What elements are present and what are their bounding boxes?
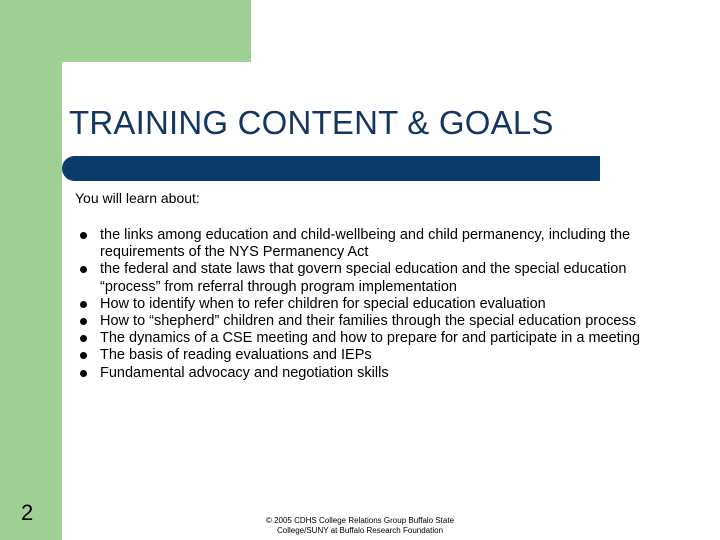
bullet-dot-icon [80, 335, 87, 342]
bullet-item [80, 261, 670, 295]
footer-line-2: College/SUNY at Buffalo Research Foundation [276, 526, 444, 535]
bullet-dot-icon [80, 352, 87, 359]
bullet-text: How to identify when to refer children for special education evaluation [100, 295, 546, 312]
bullet-text: the federal and state laws that govern special education and the special education “process” from referral through program implementation [100, 261, 627, 295]
bullet-dot-icon [80, 232, 87, 239]
intro-text: You will learn about: [75, 190, 200, 206]
bullet-text: Fundamental advocacy and negotiation skills [100, 364, 389, 381]
bullet-item [80, 296, 670, 313]
slide-number: 2 [21, 500, 34, 525]
bullet-item [80, 365, 670, 382]
bullet-list [80, 227, 670, 382]
bullet-text: The dynamics of a CSE meeting and how to prepare for and participate in a meeting [100, 330, 641, 347]
bullet-dot-icon [80, 301, 87, 308]
footer-copyright [230, 516, 490, 536]
bullet-item [80, 330, 670, 347]
bullet-dot-icon [80, 370, 87, 377]
footer-line-1: © 2005 CDHS College Relations Group Buffalo State [265, 516, 455, 525]
title-underline-bar [62, 156, 600, 181]
bullet-dot-icon [80, 266, 87, 273]
bullet-item [80, 227, 670, 261]
bullet-text: The basis of reading evaluations and IEPs [100, 347, 372, 364]
bullet-dot-icon [80, 318, 87, 325]
bullet-item [80, 313, 670, 330]
green-side-block [0, 0, 62, 540]
slide-title: TRAINING CONTENT & GOALS [69, 104, 554, 141]
bullet-item [80, 347, 670, 364]
bullet-text: How to “shepherd” children and their families through the special education process [100, 313, 636, 330]
bullet-text: the links among education and child-wellbeing and child permanency, including the requirements of the NYS Permanency Act [100, 227, 631, 261]
